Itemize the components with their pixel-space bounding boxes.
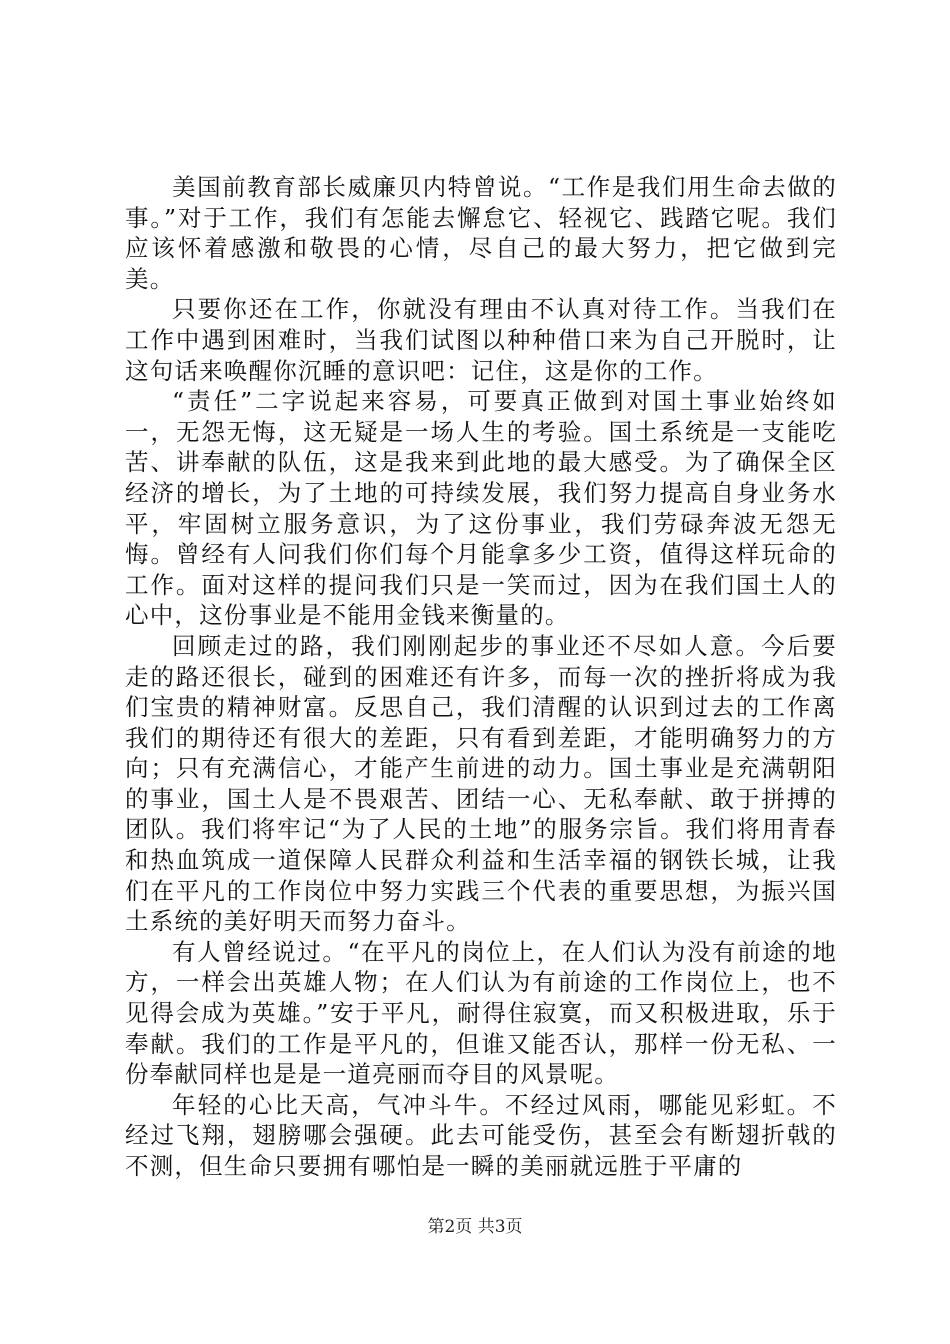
paragraph: 年轻的心比天高，气冲斗牛。不经过风雨，哪能见彩虹。不经过飞翔，翅膀哪会强硬。此去可能受伤，甚至会有断翅折戟的不测，但生命只要拥有哪怕是一瞬的美丽就远胜于平庸的 <box>125 1090 837 1180</box>
paragraph: 美国前教育部长威廉贝内特曾说。“工作是我们用生命去做的事。”对于工作，我们有怎能去懈怠它、轻视它、践踏它呢。我们应该怀着感激和敬畏的心情，尽自己的最大努力，把它做到完美。 <box>125 173 837 293</box>
page-number-footer: 第2页 共3页 <box>427 1217 523 1237</box>
paragraph: 回顾走过的路，我们刚刚起步的事业还不尽如人意。今后要走的路还很长，碰到的困难还有许多，而每一次的挫折将成为我们宝贵的精神财富。反思自己，我们清醒的认识到过去的工作离我们的期待还有很大的差距，只有看到差距，才能明确努力的方向；只有充满信心，才能产生前进的动力。国土事业是充满朝阳的事业，国土人是不畏艰苦、团结一心、无私奉献、敢于拼搏的团队。我们将牢记“为了人民的土地”的服务宗旨。我们将用青春和热血筑成一道保障人民群众利益和生活幸福的钢铁长城，让我们在平凡的工作岗位中努力实践三个代表的重要思想，为振兴国土系统的美好明天而努力奋斗。 <box>125 631 837 936</box>
paragraph: 只要你还在工作，你就没有理由不认真对待工作。当我们在工作中遇到困难时，当我们试图以种种借口来为自己开脱时，让这句话来唤醒你沉睡的意识吧：记住，这是你的工作。 <box>125 295 837 385</box>
paragraph: “责任”二字说起来容易，可要真正做到对国土事业始终如一，无怨无悔，这无疑是一场人生的考验。国土系统是一支能吃苦、讲奉献的队伍，这是我来到此地的最大感受。为了确保全区经济的增长，为了土地的可持续发展，我们努力提高自身业务水平，牢固树立服务意识，为了这份事业，我们劳碌奔波无怨无悔。曾经有人问我们你们每个月能拿多少工资，值得这样玩命的工作。面对这样的提问我们只是一笑而过，因为在我们国土人的心中，这份事业是不能用金钱来衡量的。 <box>125 387 837 630</box>
document-body <box>125 172 837 1182</box>
paragraph: 有人曾经说过。“在平凡的岗位上，在人们认为没有前途的地方，一样会出英雄人物；在人们认为有前途的工作岗位上，也不见得会成为英雄。”安于平凡，耐得住寂寞，而又积极进取，乐于奉献。我们的工作是平凡的，但谁又能否认，那样一份无私、一份奉献同样也是是一道亮丽而夺目的风景呢。 <box>125 937 837 1089</box>
